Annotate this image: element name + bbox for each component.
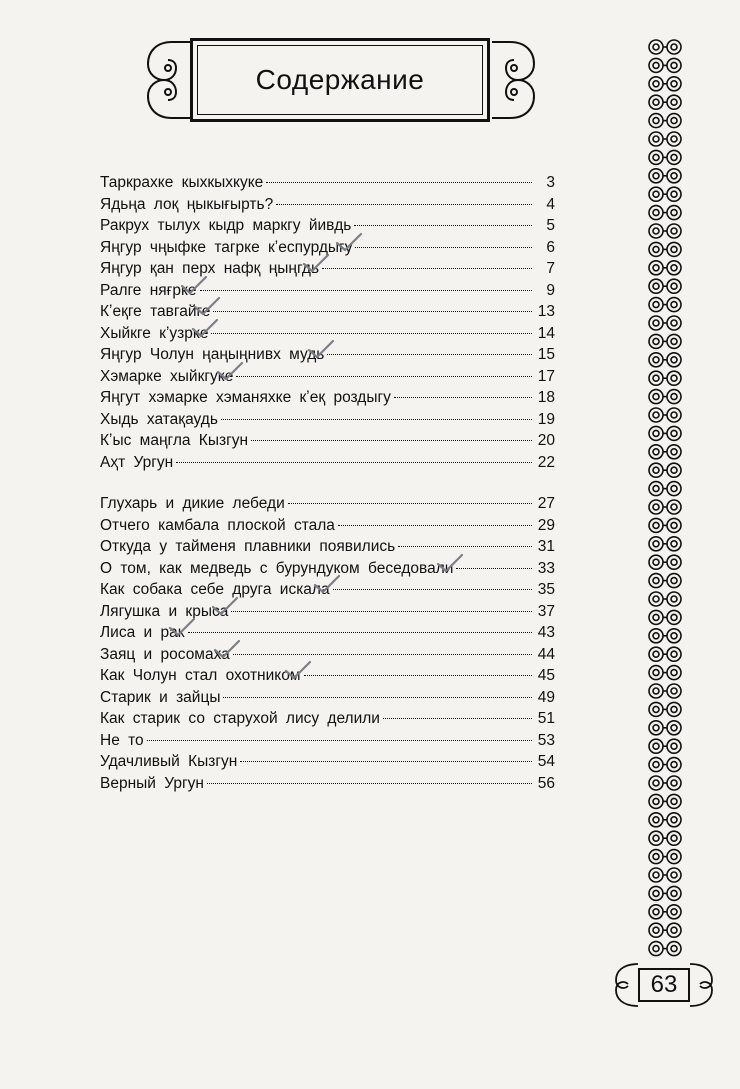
- toc-entry-title: Ракрух тылух кыдр маркгу йивдь: [100, 217, 352, 234]
- border-spiral-icon: [649, 40, 681, 54]
- toc-entry-title: Как старик со старухой лису делили: [100, 710, 380, 727]
- border-spiral-icon: [649, 58, 681, 72]
- toc-entry: [100, 558, 555, 580]
- border-spiral-icon: [649, 150, 681, 164]
- toc-entry-title: Откуда у тайменя плавники появились: [100, 538, 396, 555]
- dot-leader: [236, 376, 532, 377]
- toc-entry-page: 4: [546, 195, 555, 213]
- toc-entry-page: 33: [537, 559, 555, 577]
- toc-entry: [100, 387, 555, 409]
- page-number: 63: [638, 968, 690, 1002]
- dot-leader: [383, 718, 532, 719]
- toc-entry-title: Кʼеқге тавгайге: [100, 303, 211, 320]
- toc-entry-title: Ралге няғрке: [100, 281, 197, 299]
- border-spiral-icon: [649, 482, 681, 496]
- border-spiral-icon: [649, 831, 681, 845]
- toc-entry-title: Как Чолун стал охотником: [100, 667, 301, 684]
- toc-entry-title: Аҳт Ургун: [100, 453, 174, 471]
- toc-entry: [100, 515, 555, 537]
- dot-leader: [333, 589, 532, 590]
- border-spiral-icon: [649, 445, 681, 459]
- border-spiral-icon: [649, 169, 681, 183]
- dot-leader: [176, 462, 532, 463]
- border-spiral-icon: [649, 666, 681, 680]
- toc-entry: [100, 730, 555, 752]
- toc-entry: [100, 237, 555, 259]
- dot-leader: [211, 333, 532, 334]
- toc-entry-title: Яңгур чңыфке тагрке кʼеспурдыгу: [100, 238, 353, 256]
- toc-entry-page: 54: [537, 753, 555, 770]
- dot-leader: [213, 311, 532, 312]
- dot-leader: [276, 204, 532, 205]
- border-spiral-icon: [649, 426, 681, 440]
- toc-entry: [100, 751, 555, 773]
- toc-entry-title: Как собака себе друга искала: [100, 581, 330, 598]
- border-spiral-icon: [649, 868, 681, 882]
- dot-leader: [456, 568, 532, 569]
- border-spiral-icon: [649, 776, 681, 790]
- toc-entry-page: 49: [537, 688, 555, 706]
- toc-entry-title: Яңгут хэмарке хэманяхке кʼеқ роздыгу: [100, 389, 391, 406]
- border-spiral-icon: [649, 629, 681, 643]
- toc-entry-page: 22: [537, 453, 555, 471]
- dot-leader: [240, 761, 532, 762]
- toc-entry: [100, 409, 555, 431]
- toc-entry-page: 9: [546, 281, 555, 299]
- border-spiral-icon: [649, 647, 681, 661]
- toc-entry: [100, 665, 555, 687]
- toc-entry-title: Не то: [100, 731, 144, 749]
- toc-entry-title: Хыйкге кʼузрке: [100, 324, 209, 342]
- border-spiral-icon: [649, 555, 681, 569]
- toc-entry-title: Верный Ургун: [100, 774, 204, 792]
- dot-leader: [355, 247, 532, 248]
- toc-entry-title: Заяц и росомаха: [100, 645, 230, 663]
- toc-entry-title: Удачливый Кызгун: [100, 753, 238, 770]
- border-spiral-icon: [649, 886, 681, 900]
- toc-list-nivkh: [100, 172, 555, 473]
- toc-entry-title: Таркрахке кыхкыхкуке: [100, 174, 264, 191]
- border-spiral-icon: [649, 758, 681, 772]
- toc-entry: [100, 258, 555, 280]
- toc-entry: [100, 644, 555, 666]
- border-spiral-icon: [649, 592, 681, 606]
- border-spiral-icon: [649, 206, 681, 220]
- dot-leader: [233, 654, 532, 655]
- dot-leader: [288, 503, 532, 504]
- border-spiral-icon: [649, 298, 681, 312]
- toc-entry-page: 37: [537, 602, 555, 620]
- border-spiral-icon: [649, 279, 681, 293]
- toc-entry-page: 6: [546, 238, 555, 256]
- toc-entry-page: 3: [546, 174, 555, 191]
- toc-entry: [100, 280, 555, 302]
- toc-entry: [100, 579, 555, 601]
- border-spiral-icon: [649, 242, 681, 256]
- border-spiral-icon: [649, 408, 681, 422]
- page-title: Содержание: [255, 64, 425, 95]
- toc-entry: [100, 708, 555, 730]
- border-spiral-icon: [649, 942, 681, 956]
- toc-entry: [100, 366, 555, 388]
- dot-leader: [188, 632, 533, 633]
- toc-entry-page: 27: [537, 495, 555, 512]
- toc-entry-title: Яңгур қан перх нафқ ңыңгдь: [100, 260, 320, 277]
- toc-entry: [100, 344, 555, 366]
- toc-entry-page: 56: [537, 774, 555, 792]
- border-spiral-icon: [649, 187, 681, 201]
- toc-entry: [100, 452, 555, 474]
- toc-entry: [100, 536, 555, 558]
- border-spiral-icon: [649, 813, 681, 827]
- border-spiral-icon: [649, 261, 681, 275]
- dot-leader: [223, 697, 532, 698]
- border-spiral-icon: [649, 77, 681, 91]
- dot-leader: [147, 740, 532, 741]
- dot-leader: [322, 268, 532, 269]
- border-spiral-icon: [649, 923, 681, 937]
- dot-leader: [207, 783, 532, 784]
- border-spiral-icon: [649, 721, 681, 735]
- border-spiral-icon: [649, 905, 681, 919]
- toc-entry-page: 14: [537, 324, 555, 342]
- toc-entry-title: Лягушка и крыса: [100, 602, 229, 620]
- toc-entry: [100, 172, 555, 194]
- toc-entry-page: 35: [537, 581, 555, 598]
- scroll-ornament-left: [142, 38, 194, 122]
- dot-leader: [354, 225, 532, 226]
- toc-entry-title: Старик и зайцы: [100, 688, 221, 706]
- border-spiral-icon: [649, 316, 681, 330]
- dot-leader: [304, 675, 532, 676]
- border-spiral-icon: [649, 132, 681, 146]
- toc-entry-title: Лиса и рак: [100, 624, 185, 641]
- border-spiral-icon: [649, 390, 681, 404]
- toc-entry: [100, 194, 555, 216]
- toc-entry-title: Кʼыс маңгла Кызгун: [100, 432, 249, 449]
- toc-entry-page: 51: [537, 710, 555, 727]
- toc-entry-page: 29: [537, 516, 555, 534]
- border-spiral-icon: [649, 794, 681, 808]
- toc-entry-page: 44: [537, 645, 555, 663]
- border-spiral-icon: [649, 850, 681, 864]
- border-spiral-icon: [649, 702, 681, 716]
- dot-leader: [394, 397, 532, 398]
- dot-leader: [338, 525, 532, 526]
- scroll-ornament-right: [488, 38, 540, 122]
- title-cartouche: [190, 38, 490, 122]
- border-spiral-icon: [649, 574, 681, 588]
- toc-entry-page: 53: [537, 731, 555, 749]
- toc-entry-title: Отчего камбала плоской стала: [100, 516, 335, 534]
- border-spiral-icon: [649, 684, 681, 698]
- toc-entry-page: 19: [537, 410, 555, 428]
- dot-leader: [398, 546, 532, 547]
- border-spiral-icon: [649, 371, 681, 385]
- border-spiral-icon: [649, 500, 681, 514]
- border-spiral-icon: [649, 610, 681, 624]
- dot-leader: [200, 290, 532, 291]
- toc-entry-title: Глухарь и дикие лебеди: [100, 495, 285, 512]
- border-spiral-icon: [649, 224, 681, 238]
- ornamental-border: [645, 38, 685, 958]
- border-spiral-icon: [649, 353, 681, 367]
- toc-entry-page: 13: [537, 303, 555, 320]
- toc-entry: [100, 773, 555, 795]
- dot-leader: [266, 182, 532, 183]
- toc-entry: [100, 493, 555, 515]
- toc-entry-page: 7: [546, 260, 555, 277]
- toc-entry-page: 20: [537, 432, 555, 449]
- toc-entry-title: О том, как медведь с бурундуком беседовали: [100, 559, 454, 577]
- toc-entry-page: 43: [537, 624, 555, 641]
- toc-entry-page: 5: [546, 217, 555, 234]
- border-spiral-icon: [649, 537, 681, 551]
- toc-entry: [100, 687, 555, 709]
- toc-entry: [100, 215, 555, 237]
- border-spiral-icon: [649, 334, 681, 348]
- border-spiral-icon: [649, 739, 681, 753]
- toc-entry: [100, 622, 555, 644]
- toc-entry-page: 18: [537, 389, 555, 406]
- toc-entry-title: Ядьңа лоқ ңыкығырть?: [100, 195, 274, 213]
- toc-entry-page: 31: [537, 538, 555, 555]
- toc-entry-page: 15: [537, 346, 555, 363]
- toc-list-russian: [100, 493, 555, 794]
- toc-entry: [100, 430, 555, 452]
- toc-entry: [100, 323, 555, 345]
- toc-entry: [100, 601, 555, 623]
- toc-entry-title: Хэмарке хыйкгуке: [100, 367, 234, 385]
- toc-entry-page: 45: [537, 667, 555, 684]
- border-spiral-icon: [649, 114, 681, 128]
- toc-entry: [100, 301, 555, 323]
- toc-entry-title: Яңгур Чолун ңаңыңнивх мудь: [100, 346, 325, 363]
- border-spiral-icon: [649, 95, 681, 109]
- dot-leader: [251, 440, 532, 441]
- dot-leader: [327, 354, 532, 355]
- toc-entry-title: Хыдь хатақаудь: [100, 410, 218, 428]
- toc-entry-page: 17: [537, 367, 555, 385]
- border-spiral-icon: [649, 463, 681, 477]
- border-spiral-icon: [649, 518, 681, 532]
- dot-leader: [231, 611, 532, 612]
- dot-leader: [221, 419, 532, 420]
